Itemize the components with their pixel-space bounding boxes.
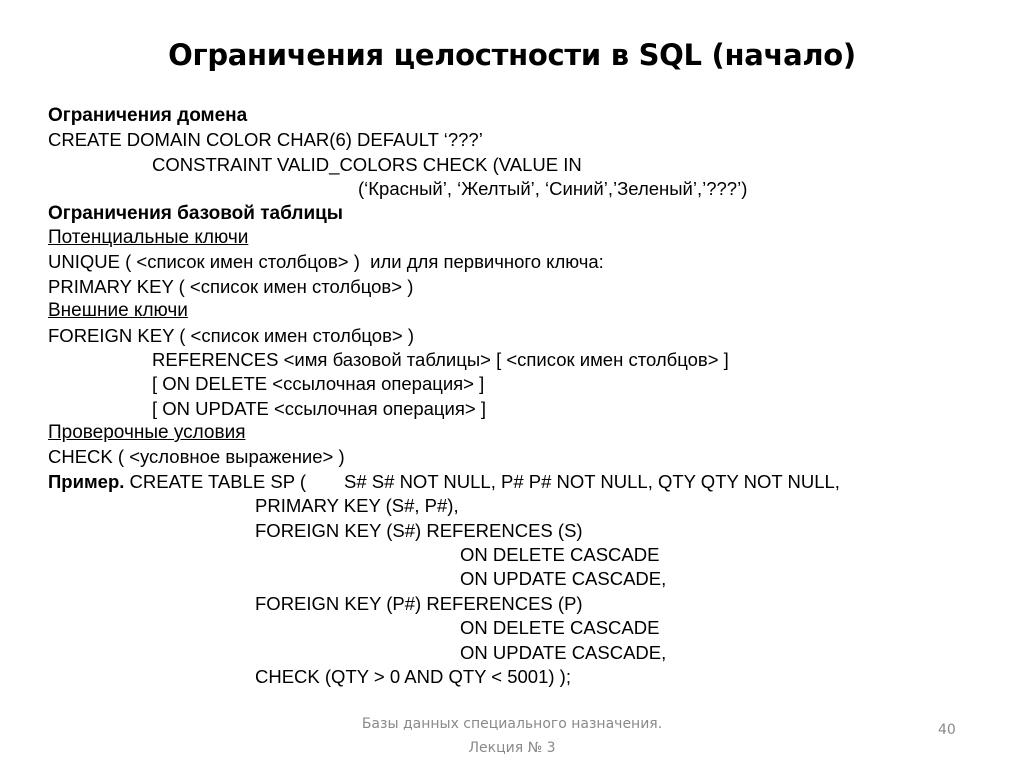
page-number: 40 [938, 722, 956, 738]
code-line: CHECK (QTY > 0 AND QTY < 5001) ); [255, 665, 571, 687]
subheading-foreign-keys: Внешние ключи [48, 300, 188, 322]
code-line: PRIMARY KEY (S#, P#), [255, 495, 459, 517]
code-line: [ ON DELETE <ссылочная операция> ] [152, 373, 485, 395]
code-line: [ ON UPDATE <ссылочная операция> ] [152, 397, 486, 419]
code-line: CONSTRAINT VALID_COLORS CHECK (VALUE IN [152, 153, 582, 175]
heading-domain-constraints: Ограничения домена [48, 105, 248, 126]
slide-body [48, 104, 1004, 689]
code-line: REFERENCES <имя базовой таблицы> [ <список имен столбцов> ] [152, 348, 729, 370]
code-line: ON UPDATE CASCADE, [460, 641, 667, 663]
code-line: PRIMARY KEY ( <список имен столбцов> ) [48, 275, 414, 297]
heading-base-table-constraints: Ограничения базовой таблицы [48, 202, 344, 224]
code-line: (‘Красный’, ‘Желтый’, ‘Синий’,’Зеленый’,’???’) [358, 178, 748, 200]
code-line: ON DELETE CASCADE [460, 617, 660, 639]
code-fragment: CREATE TABLE SP ( [124, 470, 307, 492]
example-label: Пример. [48, 470, 125, 492]
footer-lecture-number: Лекция № 3 [468, 740, 556, 756]
code-line: ON DELETE CASCADE [460, 544, 660, 566]
code-line: FOREIGN KEY (P#) REFERENCES (P) [255, 592, 583, 614]
footer-course-title: Базы данных специального назначения. [361, 716, 663, 732]
code-line: CHECK ( <условное выражение> ) [48, 446, 345, 468]
slide-title: Ограничения целостности в SQL (начало) [168, 38, 856, 72]
subheading-check-conditions: Проверочные условия [48, 422, 246, 444]
example-first-line [48, 470, 1004, 494]
slide-footer [0, 712, 1024, 760]
code-line: UNIQUE ( <список имен столбцов> ) или для первичного ключа: [48, 251, 604, 273]
code-line: FOREIGN KEY ( <список имен столбцов> ) [48, 324, 415, 346]
code-line: FOREIGN KEY (S#) REFERENCES (S) [255, 519, 583, 541]
code-line: ON UPDATE CASCADE, [460, 568, 667, 590]
subheading-candidate-keys: Потенциальные ключи [48, 226, 249, 248]
code-fragment: S# S# NOT NULL, P# P# NOT NULL, QTY QTY NOT NULL, [344, 470, 840, 492]
code-line: CREATE DOMAIN COLOR CHAR(6) DEFAULT ‘???’ [48, 129, 483, 151]
